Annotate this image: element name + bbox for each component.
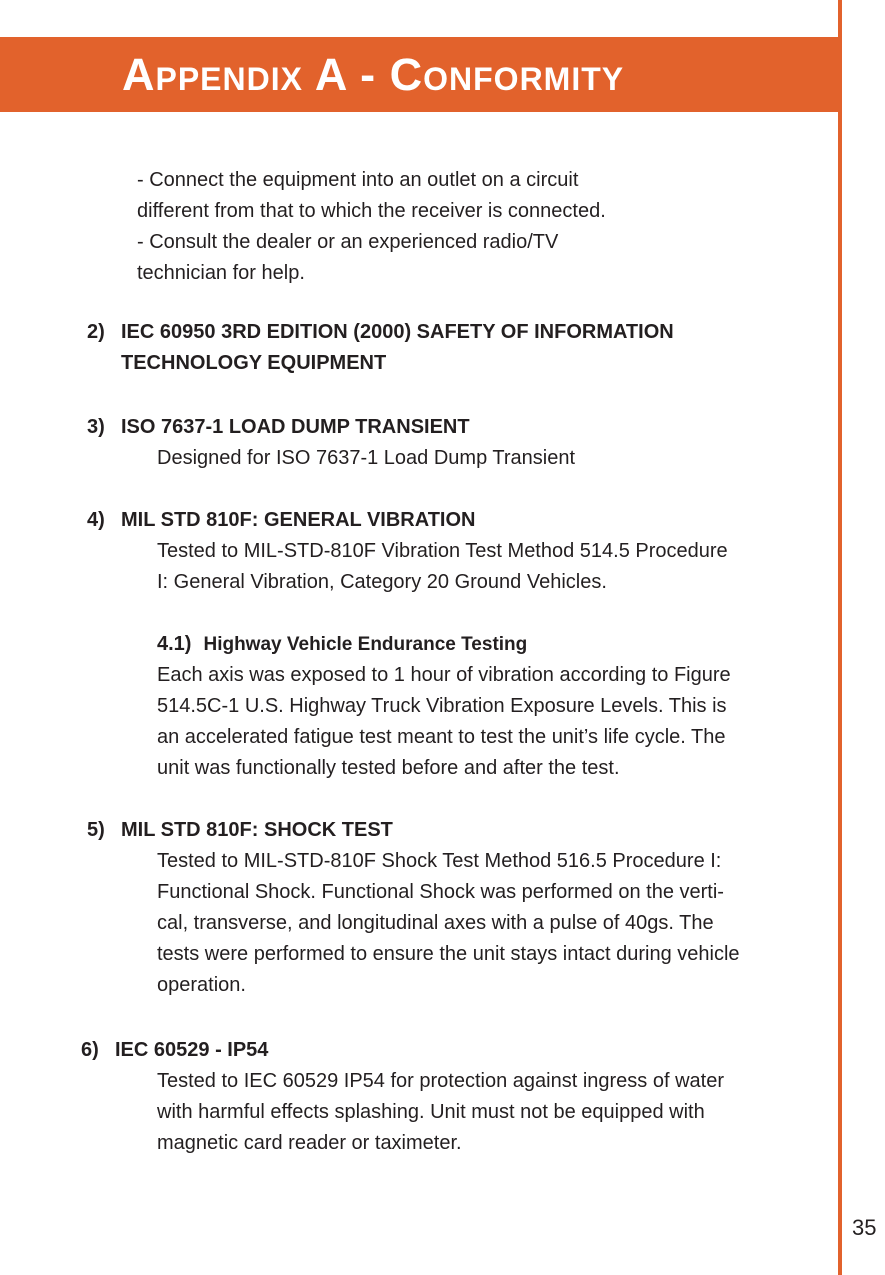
subsection-title: Highway Vehicle Endurance Testing [203,634,528,655]
subsection-number: 4.1) [157,633,192,655]
section-number: 6) [81,1039,99,1061]
section-title: MIL STD 810F: SHOCK TEST [121,819,393,841]
section-number: 5) [87,819,105,841]
subsection-text-line: 514.5C-1 U.S. Highway Truck Vibration Exposure Levels. This is [157,695,727,717]
section-number: 3) [87,416,105,438]
section-text-line: I: General Vibration, Category 20 Ground Vehicles. [157,571,607,593]
section-text-line: Functional Shock. Functional Shock was performed on the verti- [157,881,724,903]
section-title: ISO 7637-1 LOAD DUMP TRANSIENT [121,416,470,438]
section-title [121,317,807,379]
section-text-line: magnetic card reader or taximeter. [157,1132,462,1154]
section-title: MIL STD 810F: GENERAL VIBRATION [121,509,476,531]
intro-line: technician for help. [137,262,305,284]
intro-text [137,165,697,289]
section-title-line: IEC 60950 3RD EDITION (2000) SAFETY OF INFORMATION [121,321,674,343]
section-4 [87,505,807,784]
subsection-heading [157,629,807,660]
section-2 [87,317,807,379]
section-text-line: cal, transverse, and longitudinal axes with a pulse of 40gs. The [157,912,714,934]
section-text-line: tests were performed to ensure the unit stays intact during vehicle [157,943,740,965]
section-text-line: with harmful effects splashing. Unit must not be equipped with [157,1101,705,1123]
section-title: IEC 60529 - IP54 [115,1039,269,1061]
section-text-line: operation. [157,974,246,996]
section-text-line: Tested to MIL-STD-810F Shock Test Method 516.5 Procedure I: [157,850,722,872]
section-heading [87,317,807,379]
section-heading [87,815,807,846]
section-3 [87,412,807,474]
intro-line: - Connect the equipment into an outlet on a circuit [137,169,579,191]
page-number: 35 [852,1215,877,1240]
section-number: 2) [87,321,105,343]
section-heading [87,412,807,443]
section-text: Designed for ISO 7637-1 Load Dump Transient [157,447,576,469]
section-5 [87,815,807,1001]
subsection-text-line: Each axis was exposed to 1 hour of vibration according to Figure [157,664,731,686]
page-title: Appendix A - Conformity [122,49,625,100]
subsection-text-line: unit was functionally tested before and after the test. [157,757,620,779]
section-number: 4) [87,509,105,531]
intro-line: - Consult the dealer or an experienced radio/TV [137,231,559,253]
subsection-text-line: an accelerated fatigue test meant to test the unit’s life cycle. The [157,726,726,748]
section-6 [81,1035,801,1159]
intro-line: different from that to which the receiver is connected. [137,200,606,222]
section-heading [87,505,807,536]
section-text-line: Tested to IEC 60529 IP54 for protection against ingress of water [157,1070,724,1092]
section-heading [81,1035,801,1066]
section-text-line: Tested to MIL-STD-810F Vibration Test Method 514.5 Procedure [157,540,728,562]
section-title-line: TECHNOLOGY EQUIPMENT [121,352,387,374]
page-edge-rule [838,0,842,1275]
